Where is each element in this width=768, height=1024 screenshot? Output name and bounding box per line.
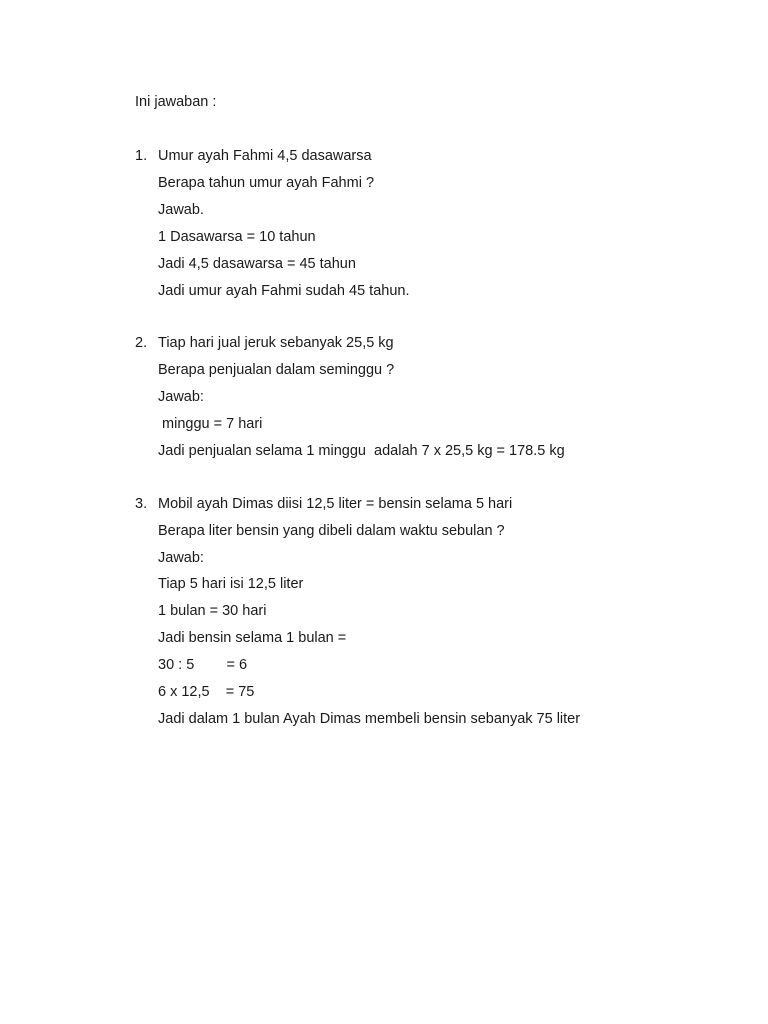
answer-line: minggu = 7 hari bbox=[158, 416, 263, 432]
answer-conclusion: Jadi penjualan selama 1 minggu adalah 7 x 25,5 kg = 178.5 kg bbox=[158, 443, 565, 459]
question-number: 1. bbox=[135, 148, 148, 164]
question-line: Berapa tahun umur ayah Fahmi ? bbox=[158, 175, 375, 191]
answer-label: Jawab: bbox=[158, 550, 204, 566]
question-text: Tiap hari jual jeruk sebanyak 25,5 kg bbox=[158, 335, 394, 351]
answer-line: 1 bulan = 30 hari bbox=[158, 603, 267, 619]
question-number: 3. bbox=[135, 496, 148, 512]
answer-line: Tiap 5 hari isi 12,5 liter bbox=[158, 576, 304, 592]
question-number: 2. bbox=[135, 335, 148, 351]
answer-calc: 6 x 12,5 = 75 bbox=[158, 684, 255, 700]
answer-label: Jawab: bbox=[158, 389, 204, 405]
answer-label: Jawab. bbox=[158, 202, 204, 218]
answer-calc: 30 : 5 = 6 bbox=[158, 657, 248, 673]
answer-line: Jadi 4,5 dasawarsa = 45 tahun bbox=[158, 256, 356, 272]
answer-conclusion: Jadi umur ayah Fahmi sudah 45 tahun. bbox=[158, 283, 410, 299]
answer-line: 1 Dasawarsa = 10 tahun bbox=[158, 229, 316, 245]
answer-conclusion: Jadi dalam 1 bulan Ayah Dimas membeli bensin sebanyak 75 liter bbox=[158, 711, 581, 727]
question-line: Berapa penjualan dalam seminggu ? bbox=[158, 362, 395, 378]
intro-text: Ini jawaban : bbox=[135, 94, 217, 110]
question-line: Berapa liter bensin yang dibeli dalam waktu sebulan ? bbox=[158, 523, 505, 539]
answer-line: Jadi bensin selama 1 bulan = bbox=[158, 630, 347, 646]
question-text: Mobil ayah Dimas diisi 12,5 liter = bensin selama 5 hari bbox=[158, 496, 513, 512]
question-text: Umur ayah Fahmi 4,5 dasawarsa bbox=[158, 148, 372, 164]
